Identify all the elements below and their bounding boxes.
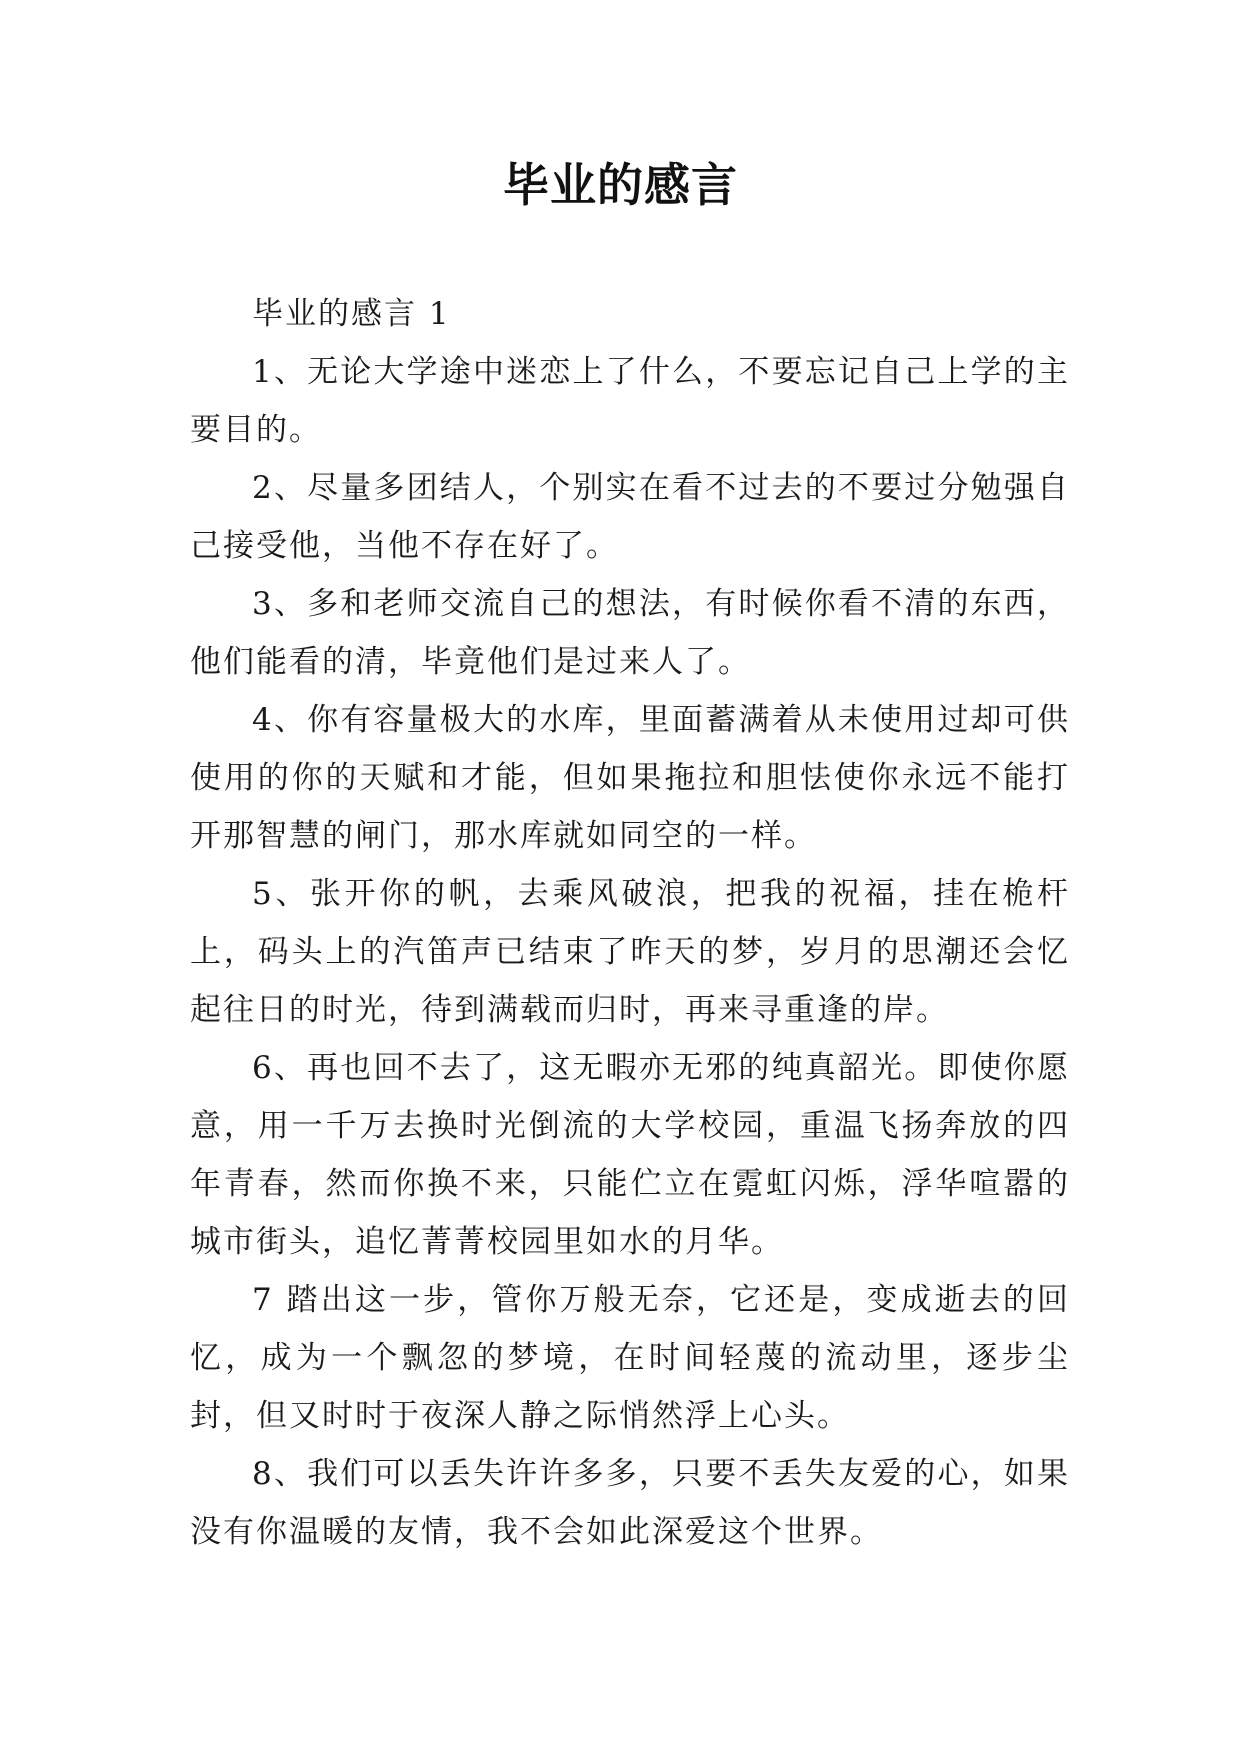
paragraph: 7 踏出这一步，管你万般无奈，它还是，变成逝去的回忆，成为一个飘忽的梦境，在时间轻蔑的流动里，逐步尘封，但又时时于夜深人静之际悄然浮上心头。 xyxy=(190,1282,1070,1434)
paragraph: 1、无论大学途中迷恋上了什么，不要忘记自己上学的主要目的。 xyxy=(190,354,1070,448)
section-heading: 毕业的感言 1 xyxy=(252,296,451,332)
paragraph: 6、再也回不去了，这无暇亦无邪的纯真韶光。即使你愿意，用一千万去换时光倒流的大学校园，重温飞扬奔放的四年青春，然而你换不来，只能伫立在霓虹闪烁，浮华喧嚣的城市街头，追忆菁菁校园里如水的月华。 xyxy=(190,1050,1070,1260)
paragraph: 4、你有容量极大的水库，里面蓄满着从未使用过却可供使用的你的天赋和才能，但如果拖拉和胆怯使你永远不能打开那智慧的闸门，那水库就如同空的一样。 xyxy=(190,702,1070,854)
document-body xyxy=(190,285,1070,1561)
paragraph: 2、尽量多团结人，个别实在看不过去的不要过分勉强自己接受他，当他不存在好了。 xyxy=(190,470,1070,564)
paragraph: 5、张开你的帆，去乘风破浪，把我的祝福，挂在桅杆上，码头上的汽笛声已结束了昨天的梦，岁月的思潮还会忆起往日的时光，待到满载而归时，再来寻重逢的岸。 xyxy=(190,876,1070,1028)
document-title: 毕业的感言 xyxy=(503,158,738,212)
paragraph: 3、多和老师交流自己的想法，有时候你看不清的东西，他们能看的清，毕竟他们是过来人了。 xyxy=(190,586,1070,680)
paragraph: 8、我们可以丢失许许多多，只要不丢失友爱的心，如果没有你温暖的友情，我不会如此深爱这个世界。 xyxy=(190,1456,1070,1550)
